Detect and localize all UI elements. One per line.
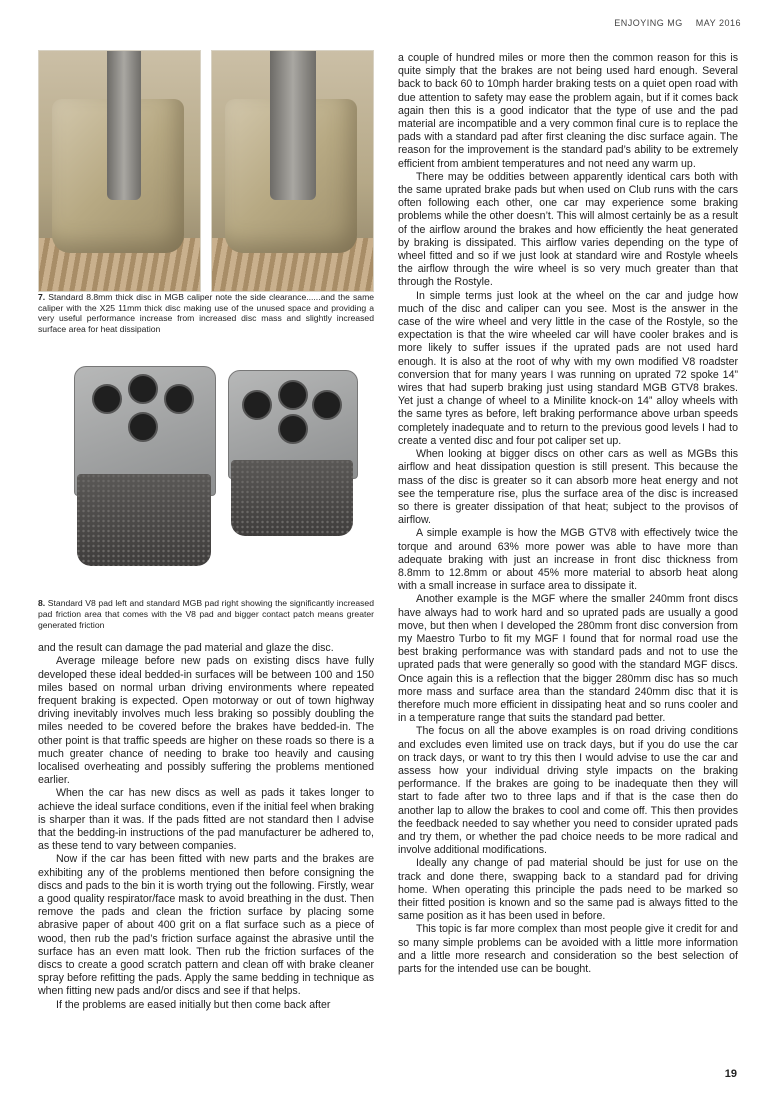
figure-7-caption xyxy=(38,292,374,334)
caliper-x25-disc-photo xyxy=(211,50,374,292)
left-column xyxy=(38,50,374,1012)
body-paragraph: a couple of hundred miles or more then the common reason for this is quite simply that the brakes are not being used hard enough. Several back to back 60 to 10mph harder braking tests on a quiet open road with due attention to safety may ease the problem again, but if it comes back again then this is a good indicator that the type of use and the pad material are incompatible and a very common final cure is to replace the pads with a standard pad after first cleaning the disc surface again. The reason for the improvement is the standard pad’s ability to be extremely efficient from ambient temperatures and not need any warm up. xyxy=(398,52,738,170)
page-number: 19 xyxy=(724,1068,737,1080)
body-paragraph: The focus on all the above examples is on road driving conditions and excludes even limited use on track days, but if you do use the car on track days, or want to try this then I would advise to use the car and assess how your individual driving style impacts on the braking performance. If the brakes are going to be inadequate then they will start to fade after two to three laps and if that is the case then do another lap to allow the brakes to cool and come off. This then provides the feedback needed to say whether you need to consider uprated pads and try them, or whether the pad choice needs to be more radical and involve additional modifications. xyxy=(398,725,738,857)
mgb-pad xyxy=(228,370,356,536)
body-paragraph: Another example is the MGF where the smaller 240mm front discs have always had to work hard and so uprated pads are usually a good move, but then when I developed the 280mm front disc conversion from my Maestro Turbo to fit my MGF I found that for normal road use the best braking performance was with standard pads and not to use the uprated pads that were generally so good with the standard MGF discs. Once again this is a reflection that the bigger 280mm disc has so much more mass and surface area than the standard 240mm disc that it is therefore much more efficient in dissipating heat and so runs cooler and in a temperature range that suits the standard pad better. xyxy=(398,593,738,725)
body-paragraph: A simple example is how the MGB GTV8 with effectively twice the torque and around 63% more power was able to have more than adequate braking with just an increase in front disc thickness from 8.8mm to 12.8mm or about 45% more material to absorb heat along with a small increase in surface area to dissipate it. xyxy=(398,527,738,593)
caliper-standard-disc-photo xyxy=(38,50,201,292)
body-paragraph: Average mileage before new pads on existing discs have fully developed these ideal bedded-in surfaces will be between 100 and 150 miles based on normal urban driving environments where repeated frequent braking is expected. Open motorway or out of town highway driving inevitably involves much less braking so possibly doubling the miles needed to be covered before the brakes have bedded-in. The other point is that traffic speeds are higher on these roads so there is a much greater chance of needing to brake too heavily and causing localised overheating and possibly suffering the problems mentioned earlier. xyxy=(38,655,374,787)
body-paragraph: There may be oddities between apparently identical cars both with the same uprated brake pads but when used on Club runs with the cars often following each other, one car may experience some braking problems while the other doesn’t. This will almost certainly be as a result of the airflow around the brakes and how efficiently the heat generated by braking is dissipated. This airflow varies depending on the type of wheel fitted and so if we just look at standard wire and Rostyle wheels the airflow through the wire wheel is so very much greater than that through the Rostyle. xyxy=(398,170,738,289)
body-paragraph: Ideally any change of pad material should be just for use on the track and done there, swapping back to a standard pad for driving home. When operating this principle the pads need to be marked so their fitted position is known and so the same pad is always fitted to the same position as it has been used in before. xyxy=(398,857,738,923)
figure-8-photo xyxy=(38,356,374,598)
issue-date: MAY 2016 xyxy=(695,18,741,28)
figure-7-photos xyxy=(38,50,374,292)
body-paragraph: and the result can damage the pad material and glaze the disc. xyxy=(38,642,334,655)
magazine-title: ENJOYING MG xyxy=(614,18,683,28)
page-header xyxy=(604,18,741,28)
figure-7-number: 7. xyxy=(38,292,46,302)
figure-7-text: Standard 8.8mm thick disc in MGB caliper note the side clearance......and the same caliper with the X25 11mm thick disc making use of the unused space and providing a very useful performance increase from increased disc mass and slightly increased surface area for heat dissipation xyxy=(38,292,375,334)
body-paragraph: When looking at bigger discs on other cars as well as MGBs this airflow and heat dissipation question is still present. This because the mass of the disc is greater so it can absorb more heat energy and not see the temperature rise, plus the surface area of the disc is increased so there is greater dissipation of that heat; subject to the provisos of airflow. xyxy=(398,448,738,527)
body-paragraph: This topic is far more complex than most people give it credit for and so many simple problems can be avoided with a little more information and a little more research and consideration so the best selection of parts for the intended use can be bought. xyxy=(398,923,738,976)
figure-8-text: Standard V8 pad left and standard MGB pad right showing the significantly increased pad friction area that comes with the V8 pad and bigger contact patch means greater generated friction xyxy=(38,598,374,630)
body-paragraph: In simple terms just look at the wheel on the car and judge how much of the disc and caliper can you see. Most is the answer in the case of the wire wheel and very little in the case of the Rostyle, so the expectation is that the wire wheeled car will have cooler brakes and is more likely to suffer issues if the uprated pads are not used hard enough. It is also at the root of why with my own modified V8 roadster conversion that for many years I was running on uprated 72 spoke 14” wires that had superb braking just using standard MGB GTV8 brakes. Yet just a change of wheel to a Minilite knock-on 14” alloy wheels with the same tyres as before, left braking performance above urban speeds completely inadequate and to return to the previous good levels I had to create a vented disc and four pot caliper set up. xyxy=(398,289,738,447)
right-column xyxy=(398,52,738,976)
figure-8-number: 8. xyxy=(38,598,46,609)
figure-8-caption xyxy=(38,598,374,630)
body-paragraph: When the car has new discs as well as pads it takes longer to achieve the ideal surface conditions, even if the initial feel when braking is sharper than it was. If the pads fitted are not standard then I advise that the bedding-in instructions of the pad manufacturer be adhered to, as these tend to vary between companies. xyxy=(38,787,374,853)
body-paragraph: If the problems are eased initially but then come back after xyxy=(56,998,331,1011)
v8-pad xyxy=(74,366,214,566)
body-paragraph: Now if the car has been fitted with new parts and the brakes are exhibiting any of the problems mentioned then before consigning the discs and pads to the bin it is worth trying out the following. Firstly, wear a good quality respirator/face mask to avoid breathing in the dust. Then remove the pads and clean the friction surface by placing some abrasive paper of about 400 grit on a flat surface such as a piece of wood, then rub the pad’s friction surface against the abrasive until the surface has an even matt look. Then rub the friction surfaces of the discs to create a good scratch pattern and clean off with brake cleaner spray before refitting the pads. Apply the same bedding in technique as when fitting new pads and/or discs and see if that helps. xyxy=(38,853,374,998)
